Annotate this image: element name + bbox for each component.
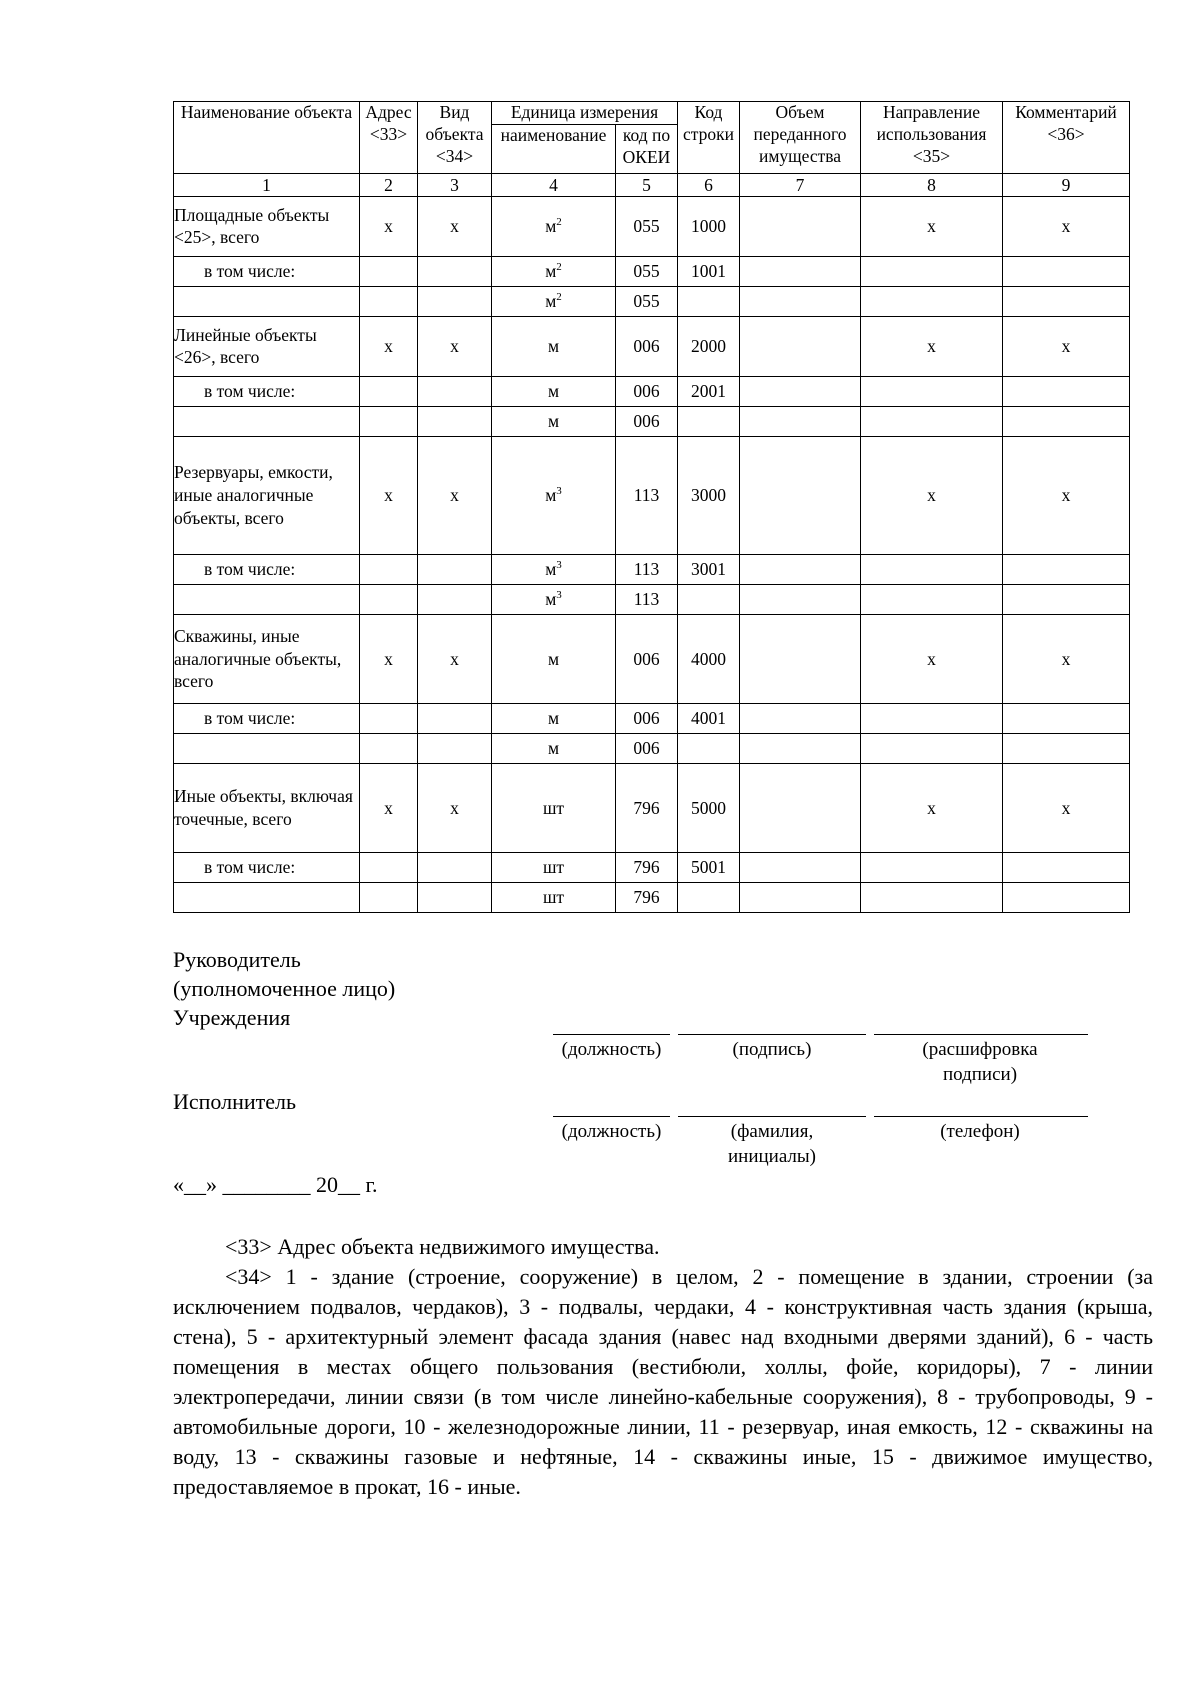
unit-name-cell: [492, 614, 616, 703]
line-code-cell: 4001: [678, 703, 740, 733]
volume-cell: [740, 554, 861, 584]
okei-cell: 796: [616, 763, 678, 852]
footnote-34: <34> 1 - здание (строение, сооружение) в целом, 2 - помещение в здании, строении (за исключением подвалов, чердаков), 3 - подвалы, чердаки, 4 - конструктивная часть здания (крыша, стена), 5 - архитектурный элемент фасада здания (навес над входными дверями зданий), 6 - часть помещения в местах общего пользования (вестибюли, холлы, фойе, коридоры), 7 - линии электропередачи, линии связи (в том числе линейно-кабельные сооружения), 8 - трубопроводы, 9 - автомобильные дороги, 10 - железнодорожные линии, 11 - резервуар, иная емкость, 12 - скважины на воду, 13 - скважины газовые и нефтяные, 14 - скважины иные, 15 - движимое имущество, предоставляемое в прокат, 16 - иные.: [173, 1264, 1153, 1499]
kind-cell: [418, 376, 492, 406]
direction-cell: [861, 376, 1003, 406]
executor-position-caption: (должность): [561, 1121, 662, 1142]
kind-cell: [418, 406, 492, 436]
table-row: [174, 584, 1130, 614]
object-name-cell: Линейные объекты <26>, всего: [174, 316, 360, 376]
direction-cell: [861, 852, 1003, 882]
direction-cell: [861, 733, 1003, 763]
volume-cell: [740, 256, 861, 286]
unit-name-cell: [492, 554, 616, 584]
unit-text: м: [547, 336, 560, 356]
line-code-cell: 5001: [678, 852, 740, 882]
comment-cell: [1003, 733, 1130, 763]
col-number: 1: [174, 173, 360, 196]
unit-text: шт: [542, 857, 565, 877]
table-row: [174, 852, 1130, 882]
line-code-cell: 3001: [678, 554, 740, 584]
table-row: [174, 763, 1130, 852]
kind-cell: х: [418, 316, 492, 376]
okei-cell: 113: [616, 436, 678, 554]
footnote-33: <33> Адрес объекта недвижимого имущества.: [225, 1234, 660, 1259]
line-code-cell: 2000: [678, 316, 740, 376]
unit-text: м: [547, 381, 560, 401]
volume-cell: [740, 852, 861, 882]
unit-text: м: [547, 411, 560, 431]
kind-cell: х: [418, 763, 492, 852]
address-cell: [360, 852, 418, 882]
executor-phone-line: [874, 1116, 1088, 1117]
direction-cell: х: [861, 196, 1003, 256]
volume-cell: [740, 614, 861, 703]
address-cell: х: [360, 763, 418, 852]
direction-cell: [861, 406, 1003, 436]
head-title-line1: Руководитель: [173, 947, 301, 972]
volume-cell: [740, 376, 861, 406]
header-unit-group: Единица измерения: [492, 102, 678, 125]
unit-name-cell: [492, 286, 616, 316]
table-row: [174, 286, 1130, 316]
direction-cell: [861, 703, 1003, 733]
line-code-cell: 2001: [678, 376, 740, 406]
comment-cell: [1003, 256, 1130, 286]
line-code-cell: [678, 882, 740, 912]
unit-name-cell: [492, 436, 616, 554]
unit-text: м: [545, 559, 557, 579]
address-cell: [360, 703, 418, 733]
head-position-caption: (должность): [561, 1039, 662, 1060]
unit-name-cell: [492, 763, 616, 852]
address-cell: х: [360, 614, 418, 703]
kind-cell: х: [418, 196, 492, 256]
kind-cell: [418, 882, 492, 912]
okei-cell: 006: [616, 376, 678, 406]
kind-cell: [418, 703, 492, 733]
kind-cell: [418, 256, 492, 286]
head-signature-caption: (подпись): [732, 1039, 812, 1060]
table-row: [174, 733, 1130, 763]
head-decoding-line: [874, 1034, 1088, 1035]
line-code-cell: [678, 406, 740, 436]
unit-name-cell: [492, 376, 616, 406]
okei-cell: 006: [616, 733, 678, 763]
col-number: 6: [678, 173, 740, 196]
okei-cell: 055: [616, 256, 678, 286]
address-cell: [360, 406, 418, 436]
col-number: 8: [861, 173, 1003, 196]
okei-cell: 006: [616, 703, 678, 733]
header-kind: Вид объекта <34>: [418, 102, 492, 174]
unit-name-cell: [492, 852, 616, 882]
volume-cell: [740, 733, 861, 763]
volume-cell: [740, 584, 861, 614]
direction-cell: [861, 554, 1003, 584]
line-code-cell: 5000: [678, 763, 740, 852]
date-line: «__» ________ 20__ г.: [173, 1172, 378, 1197]
volume-cell: [740, 196, 861, 256]
sub-label-cell: в том числе:: [174, 554, 360, 584]
address-cell: х: [360, 316, 418, 376]
line-code-cell: [678, 584, 740, 614]
header-unit-okei: код по ОКЕИ: [616, 124, 678, 173]
executor-position-line: [553, 1116, 670, 1117]
table-row: [174, 196, 1130, 256]
unit-exponent: 2: [556, 291, 562, 304]
header-direction: Направление использования <35>: [861, 102, 1003, 174]
header-volume: Объем переданного имущества: [740, 102, 861, 174]
volume-cell: [740, 882, 861, 912]
line-code-cell: 1000: [678, 196, 740, 256]
address-cell: [360, 256, 418, 286]
unit-text: м: [545, 589, 557, 609]
header-line-code: Код строки: [678, 102, 740, 174]
unit-exponent: 2: [556, 261, 562, 274]
okei-cell: 006: [616, 614, 678, 703]
table-row: [174, 436, 1130, 554]
table-row: [174, 406, 1130, 436]
executor-label: Исполнитель: [173, 1089, 297, 1114]
comment-cell: х: [1003, 316, 1130, 376]
line-code-cell: 1001: [678, 256, 740, 286]
object-name-cell: [174, 733, 360, 763]
footnotes: [173, 1232, 1153, 1502]
kind-cell: [418, 584, 492, 614]
col-number: 4: [492, 173, 616, 196]
col-number: 5: [616, 173, 678, 196]
okei-cell: 006: [616, 316, 678, 376]
comment-cell: [1003, 554, 1130, 584]
volume-cell: [740, 436, 861, 554]
table-row: [174, 882, 1130, 912]
header-name: Наименование объекта: [174, 102, 360, 174]
unit-exponent: 3: [556, 485, 562, 498]
sub-label-cell: в том числе:: [174, 852, 360, 882]
address-cell: х: [360, 436, 418, 554]
head-position-line: [553, 1034, 670, 1035]
direction-cell: [861, 882, 1003, 912]
comment-cell: [1003, 406, 1130, 436]
unit-text: м: [547, 738, 560, 758]
address-cell: [360, 733, 418, 763]
comment-cell: х: [1003, 763, 1130, 852]
table-row: [174, 376, 1130, 406]
property-table: [173, 101, 1130, 913]
direction-cell: х: [861, 614, 1003, 703]
address-cell: [360, 554, 418, 584]
unit-name-cell: [492, 256, 616, 286]
kind-cell: [418, 852, 492, 882]
table-row: [174, 256, 1130, 286]
okei-cell: 113: [616, 554, 678, 584]
comment-cell: [1003, 286, 1130, 316]
column-number-row: [174, 173, 1130, 196]
unit-name-cell: [492, 733, 616, 763]
head-title-line2: (уполномоченное лицо): [173, 976, 396, 1002]
comment-cell: х: [1003, 436, 1130, 554]
kind-cell: [418, 733, 492, 763]
comment-cell: х: [1003, 196, 1130, 256]
object-name-cell: [174, 286, 360, 316]
head-block: [173, 945, 395, 1032]
comment-cell: [1003, 376, 1130, 406]
address-cell: [360, 584, 418, 614]
unit-exponent: 3: [556, 559, 562, 572]
address-cell: [360, 286, 418, 316]
sub-label-cell: в том числе:: [174, 376, 360, 406]
col-number: 2: [360, 173, 418, 196]
kind-cell: х: [418, 614, 492, 703]
comment-cell: [1003, 584, 1130, 614]
address-cell: [360, 376, 418, 406]
unit-text: м: [545, 216, 557, 236]
table-row: [174, 316, 1130, 376]
unit-exponent: 2: [556, 216, 562, 229]
header-unit-name: наименование: [492, 124, 616, 173]
unit-text: м: [547, 708, 560, 728]
head-title-line3: Учреждения: [173, 1005, 291, 1031]
direction-cell: х: [861, 436, 1003, 554]
unit-text: шт: [542, 887, 565, 907]
unit-text: м: [545, 291, 557, 311]
object-name-cell: Площадные объекты <25>, всего: [174, 196, 360, 256]
kind-cell: [418, 286, 492, 316]
address-cell: х: [360, 196, 418, 256]
okei-cell: 006: [616, 406, 678, 436]
object-name-cell: [174, 406, 360, 436]
direction-cell: [861, 584, 1003, 614]
header-comment: Комментарий <36>: [1003, 102, 1130, 174]
head-signature-line: [678, 1034, 866, 1035]
executor-name-line: [678, 1116, 866, 1117]
col-number: 9: [1003, 173, 1130, 196]
unit-text: м: [545, 485, 557, 505]
volume-cell: [740, 763, 861, 852]
table-row: [174, 614, 1130, 703]
line-code-cell: 4000: [678, 614, 740, 703]
table-row: [174, 703, 1130, 733]
unit-name-cell: [492, 316, 616, 376]
volume-cell: [740, 703, 861, 733]
col-number: 3: [418, 173, 492, 196]
object-name-cell: Резервуары, емкости, иные аналогичные объекты, всего: [174, 436, 360, 554]
line-code-cell: [678, 286, 740, 316]
direction-cell: [861, 286, 1003, 316]
volume-cell: [740, 286, 861, 316]
unit-name-cell: [492, 406, 616, 436]
head-decoding-caption: (расшифровка подписи): [922, 1039, 1038, 1085]
executor-phone-caption: (телефон): [940, 1121, 1020, 1142]
object-name-cell: Иные объекты, включая точечные, всего: [174, 763, 360, 852]
line-code-cell: 3000: [678, 436, 740, 554]
volume-cell: [740, 406, 861, 436]
unit-text: м: [547, 648, 560, 669]
header-address: Адрес <33>: [360, 102, 418, 174]
okei-cell: 796: [616, 852, 678, 882]
table-row: [174, 554, 1130, 584]
okei-cell: 055: [616, 196, 678, 256]
unit-name-cell: [492, 882, 616, 912]
address-cell: [360, 882, 418, 912]
comment-cell: [1003, 882, 1130, 912]
sub-label-cell: в том числе:: [174, 703, 360, 733]
direction-cell: [861, 256, 1003, 286]
comment-cell: х: [1003, 614, 1130, 703]
unit-text: м: [545, 261, 557, 281]
object-name-cell: [174, 584, 360, 614]
unit-text: шт: [542, 797, 565, 818]
line-code-cell: [678, 733, 740, 763]
okei-cell: 113: [616, 584, 678, 614]
direction-cell: х: [861, 763, 1003, 852]
object-name-cell: Скважины, иные аналогичные объекты, всего: [174, 614, 360, 703]
kind-cell: [418, 554, 492, 584]
sub-label-cell: в том числе:: [174, 256, 360, 286]
unit-name-cell: [492, 584, 616, 614]
comment-cell: [1003, 703, 1130, 733]
comment-cell: [1003, 852, 1130, 882]
unit-name-cell: [492, 703, 616, 733]
kind-cell: х: [418, 436, 492, 554]
okei-cell: 055: [616, 286, 678, 316]
executor-name-caption: (фамилия, инициалы): [727, 1121, 816, 1167]
unit-name-cell: [492, 196, 616, 256]
volume-cell: [740, 316, 861, 376]
col-number: 7: [740, 173, 861, 196]
unit-exponent: 3: [556, 589, 562, 602]
okei-cell: 796: [616, 882, 678, 912]
object-name-cell: [174, 882, 360, 912]
direction-cell: х: [861, 316, 1003, 376]
